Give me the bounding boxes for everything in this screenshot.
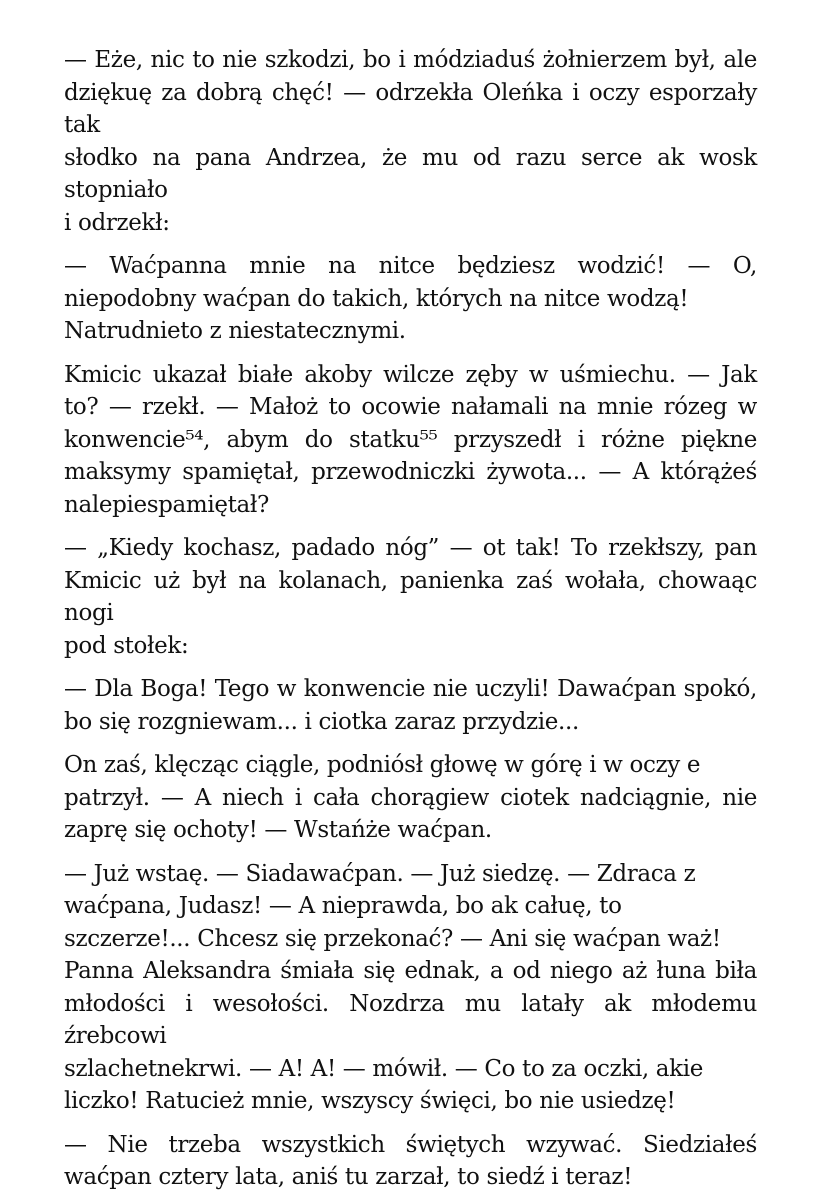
text-line: — Nie trzeba wszystkich świętych wzywać. Siedziałeś: [64, 1131, 757, 1158]
text-line: i odrzekł:: [64, 209, 170, 236]
paragraph: [64, 250, 757, 348]
text-line: — Już wstaę. — Siadawaćpan. — Już siedzę. — Zdraca z: [64, 860, 696, 887]
paragraph: [64, 359, 757, 522]
paragraph: [64, 44, 757, 239]
text-line: On zaś, klęcząc ciągle, podniósł głowę w górę i w oczy e: [64, 752, 701, 778]
text-line: młodości i wesołości. Nozdrza mu latały ak młodemu źrebcowi: [64, 990, 757, 1049]
text-line: dziękuę za dobrą chęć! — odrzekła Oleńka i oczy esporzały tak: [64, 79, 757, 138]
text-line: nalepiespamiętał?: [64, 491, 269, 518]
text-line: — Waćpanna mnie na nitce będziesz wodzić! — O,: [64, 253, 757, 279]
text-line: — „Kiedy kochasz, padado nóg” — ot tak! To rzekłszy, pan: [64, 535, 757, 561]
text-line: słodko na pana Andrzea, że mu od razu serce ak wosk stopniało: [64, 144, 757, 203]
text-line: szlachetnekrwi. — A! A! — mówił. — Co to za oczki, akie: [64, 1055, 704, 1082]
text-line: zaprę się ochoty! — Wstańże waćpan.: [64, 817, 492, 843]
paragraph: [64, 858, 757, 1118]
paragraph: [64, 532, 757, 662]
text-line: liczko! Ratucież mnie, wszyscy święci, bo nie usiedzę!: [64, 1088, 676, 1114]
text-line: pod stołek:: [64, 632, 189, 659]
text-line: — Eże, nic to nie szkodzi, bo i módziaduś żołnierzem był, ale: [64, 47, 757, 73]
text-body: [64, 44, 757, 1194]
text-line: Natrudnieto z niestatecznymi.: [64, 318, 406, 344]
text-line: patrzył. — A niech i cała chorągiew ciotek nadciągnie, nie: [64, 784, 757, 811]
text-line: bo się rozgniewam... i ciotka zaraz przydzie...: [64, 708, 579, 735]
text-line: Kmicic uż był na kolanach, panienka zaś wołała, chowaąc nogi: [64, 567, 757, 626]
text-line: waćpan cztery lata, aniś tu zarzał, to siedź i teraz!: [64, 1164, 633, 1190]
text-line: Kmicic ukazał białe akoby wilcze zęby w uśmiechu. — Jak: [64, 361, 757, 388]
text-line: — Dla Boga! Tego w konwencie nie uczyli! Dawaćpan spokó,: [64, 676, 757, 702]
paragraph: [64, 1129, 757, 1194]
text-line: konwencie⁵⁴, abym do statku⁵⁵ przyszedł i różne piękne: [64, 426, 757, 453]
text-line: maksymy spamiętał, przewodniczki żywota... — A którążeś: [64, 459, 757, 485]
text-line: to? — rzekł. — Małoż to ocowie nałamali na mnie rózeg w: [64, 394, 757, 420]
paragraph: [64, 749, 757, 847]
paragraph: [64, 673, 757, 738]
text-line: niepodobny waćpan do takich, których na nitce wodzą!: [64, 285, 689, 312]
text-line: szczerze!... Chcesz się przekonać? — Ani się waćpan waż!: [64, 925, 721, 952]
text-line: waćpana, Judasz! — A nieprawda, bo ak całuę, to: [64, 893, 622, 919]
text-line: Panna Aleksandra śmiała się ednak, a od niego aż łuna biła: [64, 958, 757, 984]
